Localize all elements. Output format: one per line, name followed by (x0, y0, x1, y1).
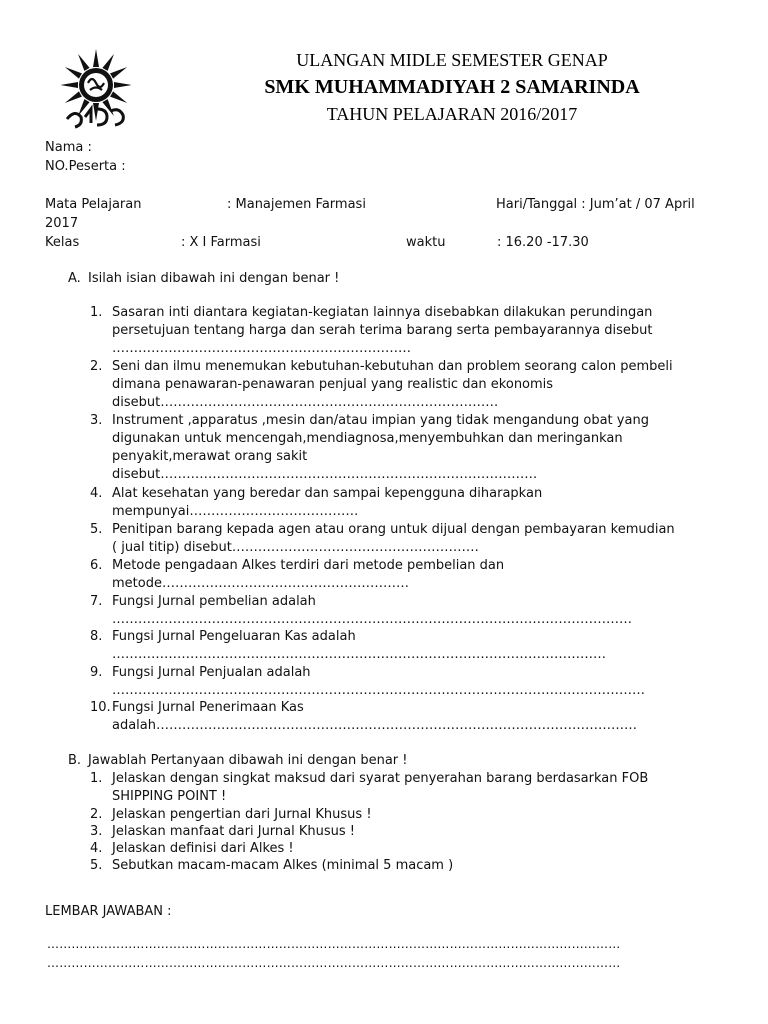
question-line: Metode pengadaan Alkes terdiri dari metode pembelian dan (112, 558, 505, 573)
question-text (112, 823, 730, 841)
question-line: SHIPPING POINT ! (112, 789, 227, 804)
question-text (112, 358, 730, 412)
question-line: disebut…………………………………………………………………… (112, 395, 499, 410)
question-text (112, 521, 730, 557)
question-item (90, 770, 730, 806)
question-number: 4. (90, 841, 103, 856)
question-line: penyakit,merawat orang sakit (112, 449, 308, 464)
question-text (112, 770, 730, 806)
question-number: 8. (90, 629, 103, 644)
question-line: …………………………………………………………………………………………………… (112, 647, 606, 662)
question-item (90, 358, 730, 412)
question-item (90, 521, 730, 557)
question-line: persetujuan tentang harga dan serah terima barang serta pembayarannya disebut (112, 323, 653, 338)
question-text (112, 806, 730, 824)
question-number: 9. (90, 665, 103, 680)
question-text (112, 304, 730, 358)
waktu-label: waktu (406, 235, 446, 250)
question-text (112, 857, 730, 875)
school-name: SMK MUHAMMADIYAH 2 SAMARINDA (264, 76, 640, 98)
question-number: 10. (90, 700, 111, 715)
question-line: mempunyai………………………………… (112, 504, 359, 519)
section-a-title: Isilah isian dibawah ini dengan benar ! (88, 271, 340, 286)
question-number: 1. (90, 305, 103, 320)
question-line: ( jual titip) disebut………………………………………………… (112, 540, 479, 555)
question-number: 5. (90, 522, 103, 537)
kelas-value: : X I Farmasi (181, 235, 261, 250)
question-line: metode………………………………………………… (112, 576, 409, 591)
question-item (90, 304, 730, 358)
mapel-label: Mata Pelajaran (45, 197, 142, 212)
question-line: …………………………………………………………… (112, 341, 411, 356)
question-line: Instrument ,apparatus ,mesin dan/atau impian yang tidak mengandung obat yang (112, 413, 649, 428)
question-text (112, 628, 730, 664)
peserta-field: NO.Peserta : (45, 159, 126, 174)
mapel-value: : Manajemen Farmasi (227, 197, 366, 212)
question-line: Fungsi Jurnal pembelian adalah (112, 594, 316, 609)
question-number: 2. (90, 807, 103, 822)
question-line: disebut…………………………………………………………………………… (112, 467, 538, 482)
question-line: Fungsi Jurnal Pengeluaran Kas adalah (112, 629, 356, 644)
question-number: 5. (90, 858, 103, 873)
question-line: Sasaran inti diantara kegiatan-kegiatan lainnya disebabkan dilakukan perundingan (112, 305, 653, 320)
question-item (90, 857, 730, 875)
question-number: 2. (90, 359, 103, 374)
question-number: 6. (90, 558, 103, 573)
question-item (90, 557, 730, 593)
section-a-heading (68, 270, 339, 288)
hari-wrap: 2017 (45, 216, 79, 231)
question-item (90, 485, 730, 521)
question-line: dimana penawaran-penawaran penjual yang realistic dan ekonomis (112, 377, 554, 392)
question-line: Jelaskan pengertian dari Jurnal Khusus ! (112, 807, 372, 822)
question-text (112, 593, 730, 629)
question-number: 4. (90, 486, 103, 501)
question-line: Fungsi Jurnal Penjualan adalah (112, 665, 311, 680)
question-text (112, 557, 730, 593)
question-line: digunakan untuk mencengah,mendiagnosa,menyembuhkan dan meringankan (112, 431, 623, 446)
question-line: Fungsi Jurnal Penerimaan Kas (112, 700, 304, 715)
question-line: Jelaskan dengan singkat maksud dari syarat penyerahan barang berdasarkan FOB (112, 771, 649, 786)
section-b-marker: B. (68, 753, 82, 768)
question-text (112, 412, 730, 484)
question-item (90, 412, 730, 484)
question-line: Penitipan barang kepada agen atau orang untuk dijual dengan pembayaran kemudian (112, 522, 675, 537)
question-item (90, 840, 730, 858)
question-line: Sebutkan macam-macam Alkes (minimal 5 macam ) (112, 858, 454, 873)
answer-line: …………………………………………………………………………………………………………………………… (47, 937, 621, 951)
nama-field: Nama : (45, 140, 92, 155)
question-number: 3. (90, 413, 103, 428)
question-number: 3. (90, 824, 103, 839)
question-line: Jelaskan manfaat dari Jurnal Khusus ! (112, 824, 356, 839)
question-text (112, 699, 730, 735)
waktu-value: : 16.20 -17.30 (497, 235, 589, 250)
question-line: ………………………………………………………………………………………………………… (112, 612, 632, 627)
exam-title: ULANGAN MIDLE SEMESTER GENAP (296, 50, 608, 70)
question-line: Seni dan ilmu menemukan kebutuhan-kebutuhan dan problem seorang calon pembeli (112, 359, 673, 374)
question-text (112, 840, 730, 858)
section-b-title: Jawablah Pertanyaan dibawah ini dengan benar ! (88, 753, 408, 768)
question-item (90, 628, 730, 664)
question-item (90, 593, 730, 629)
question-text (112, 485, 730, 521)
muhammadiyah-logo (61, 47, 131, 131)
section-a-marker: A. (68, 271, 81, 286)
question-item (90, 664, 730, 700)
question-item (90, 699, 730, 735)
section-b-heading (68, 752, 408, 770)
question-line: Alat kesehatan yang beredar dan sampai kepengguna diharapkan (112, 486, 543, 501)
kelas-label: Kelas (45, 235, 80, 250)
question-item (90, 823, 730, 841)
question-number: 1. (90, 771, 103, 786)
question-line: adalah………………………………………………………………………………………………… (112, 718, 638, 733)
question-number: 7. (90, 594, 103, 609)
question-text (112, 664, 730, 700)
hari-label: Hari/Tanggal : Jum’at / 07 April (496, 197, 695, 212)
answer-line: …………………………………………………………………………………………………………………………… (47, 956, 621, 970)
question-line: …………………………………………………………………………………………………………… (112, 683, 645, 698)
answer-sheet-label: LEMBAR JAWABAN : (45, 904, 172, 919)
academic-year: TAHUN PELAJARAN 2016/2017 (326, 104, 578, 124)
question-item (90, 806, 730, 824)
question-line: Jelaskan definisi dari Alkes ! (112, 841, 294, 856)
